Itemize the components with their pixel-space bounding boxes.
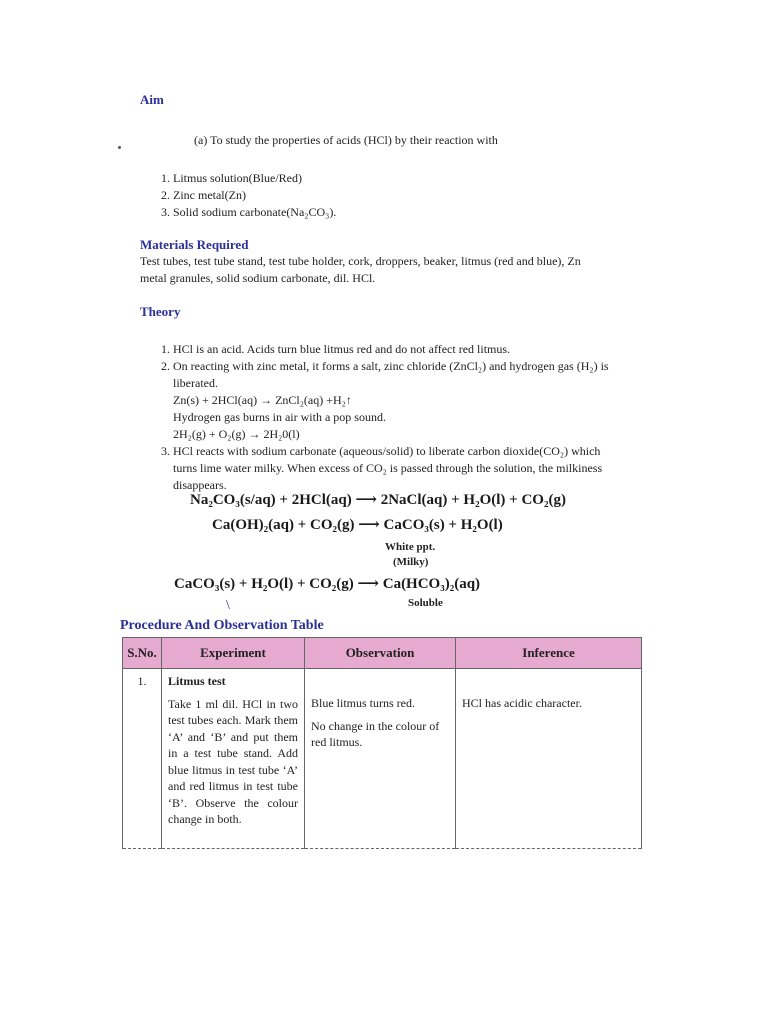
aim-item: 1. Litmus solution(Blue/Red) <box>173 170 593 187</box>
experiment-cell <box>162 669 305 849</box>
aim-list <box>155 170 593 221</box>
col-header-experiment: Experiment <box>162 638 305 669</box>
procedure-heading: Procedure And Observation Table <box>120 618 324 633</box>
stray-mark: \ <box>226 598 230 613</box>
aim-item: 3. Solid sodium carbonate(Na₂CO₃). <box>173 204 593 221</box>
white-ppt-label: White ppt. <box>385 541 436 553</box>
sodium-carbonate-equation: Na₂CO₃(s/aq) + 2HCl(aq) ⟶ 2NaCl(aq) + H₂O(l) + CO₂(g) <box>190 492 566 508</box>
theory-point-3: 3. HCl reacts with sodium carbonate (aqueous/solid) to liberate carbon dioxide(CO₂) which turns lime water milky. When excess of CO₂ is passed through the solution, the milkiness disappears. <box>173 443 623 494</box>
aim-statement: (a) To study the properties of acids (HCl) by their reaction with <box>194 133 498 147</box>
experiment-text: Take 1 ml dil. HCl in two test tubes each. Mark them ‘A’ and ‘B’ and put them in a test tube stand. Add blue litmus in test tube ‘A’ and red litmus in test tube ‘B’. Observe the colour change in both. <box>168 696 298 826</box>
table-row <box>123 669 642 849</box>
table-header-row <box>123 638 642 669</box>
aim-item: 2. Zinc metal(Zn) <box>173 187 593 204</box>
theory-heading: Theory <box>140 304 181 319</box>
milky-label: (Milky) <box>393 556 429 568</box>
zinc-equation: Zn(s) + 2HCl(aq) → ZnCl₂(aq) +H₂↑ <box>173 393 352 407</box>
lime-water-equation: Ca(OH)₂(aq) + CO₂(g) ⟶ CaCO₃(s) + H₂O(l) <box>212 517 503 533</box>
observation-table <box>122 637 642 849</box>
materials-text: Test tubes, test tube stand, test tube holder, cork, droppers, beaker, litmus (red and blue), Zn metal granules, solid sodium carbonate, dil. HCl. <box>140 254 581 285</box>
sno-cell: 1. <box>123 669 162 849</box>
soluble-label: Soluble <box>408 597 443 609</box>
hydrogen-combustion-equation: 2H₂(g) + O₂(g) → 2H₂0(l) <box>173 427 300 441</box>
theory-point-2 <box>173 358 623 443</box>
aim-heading: Aim <box>140 92 164 107</box>
theory-point-2-text: 2. On reacting with zinc metal, it forms a salt, zinc chloride (ZnCl₂) and hydrogen gas (H₂) is liberated. <box>173 359 609 390</box>
col-header-inference: Inference <box>456 638 642 669</box>
theory-point-1: 1. HCl is an acid. Acids turn blue litmus red and do not affect red litmus. <box>173 341 623 358</box>
materials-heading: Materials Required <box>140 237 249 252</box>
pop-sound-note: Hydrogen gas burns in air with a pop sound. <box>173 410 386 424</box>
stray-mark <box>118 146 121 149</box>
experiment-title: Litmus test <box>168 674 226 688</box>
col-header-observation: Observation <box>305 638 456 669</box>
observation-cell <box>305 669 456 849</box>
theory-list <box>155 341 623 494</box>
observation-red-litmus: No change in the colour of red litmus. <box>311 718 440 749</box>
inference-cell: HCl has acidic character. <box>456 669 642 849</box>
bicarbonate-equation: CaCO₃(s) + H₂O(l) + CO₂(g) ⟶ Ca(HCO₃)₂(aq) <box>174 576 481 592</box>
col-header-sno: S.No. <box>123 638 162 669</box>
observation-blue-litmus: Blue litmus turns red. <box>311 696 415 710</box>
